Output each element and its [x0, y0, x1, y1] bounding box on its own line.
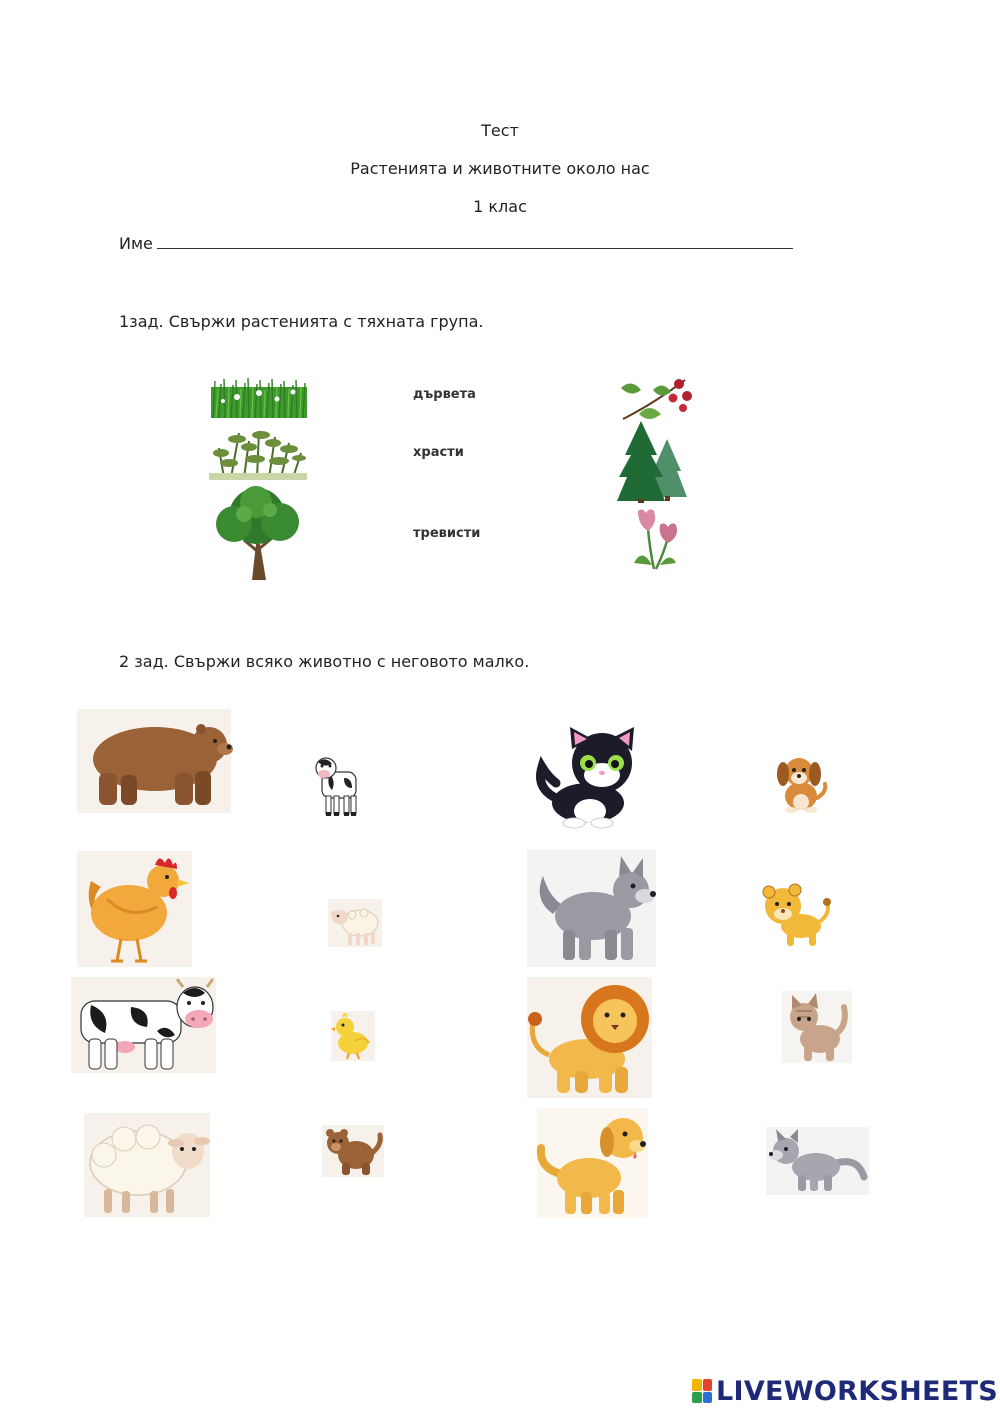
shrub-image — [209, 423, 307, 480]
hen-image — [77, 851, 192, 967]
chick-image — [331, 1011, 375, 1061]
lion-image — [527, 977, 652, 1098]
wolf-image — [527, 850, 656, 967]
raspberry-branch-image — [613, 374, 695, 424]
test-subtitle: Растенията и животните около нас — [350, 159, 650, 178]
dog-image — [537, 1108, 648, 1218]
tulips-image — [630, 507, 684, 570]
cow-image — [71, 977, 216, 1073]
wolf-cub-image — [766, 1127, 869, 1195]
label-herbs: тревисти — [413, 526, 481, 541]
task2-instruction: 2 зад. Свържи всяко животно с неговото малко. — [119, 652, 530, 671]
grade-label: 1 клас — [473, 197, 527, 216]
liveworksheets-wordmark: LIVEWORKSHEETS — [716, 1375, 999, 1407]
liveworksheets-mark-icon — [692, 1379, 712, 1403]
sheep-image — [84, 1113, 210, 1217]
calf-image — [312, 752, 364, 818]
lion-cub-image — [759, 880, 831, 948]
bear-cub-image — [322, 1125, 384, 1177]
task1-instruction: 1зад. Свържи растенията с тяхната група. — [119, 312, 484, 331]
name-underline[interactable] — [157, 234, 793, 249]
test-title: Тест — [481, 121, 519, 140]
bear-image — [77, 709, 231, 813]
label-shrubs: храсти — [413, 445, 464, 460]
kitten-image — [782, 991, 852, 1063]
fir-trees-image — [617, 421, 689, 503]
name-label: Име — [119, 234, 153, 253]
lamb-image — [328, 899, 382, 947]
grass-image — [211, 375, 307, 418]
name-field[interactable] — [119, 234, 793, 253]
cat-image — [536, 727, 648, 829]
tree-image — [210, 484, 305, 582]
liveworksheets-logo[interactable] — [692, 1374, 998, 1408]
puppy-image — [771, 752, 831, 814]
label-trees: дървета — [413, 387, 476, 402]
